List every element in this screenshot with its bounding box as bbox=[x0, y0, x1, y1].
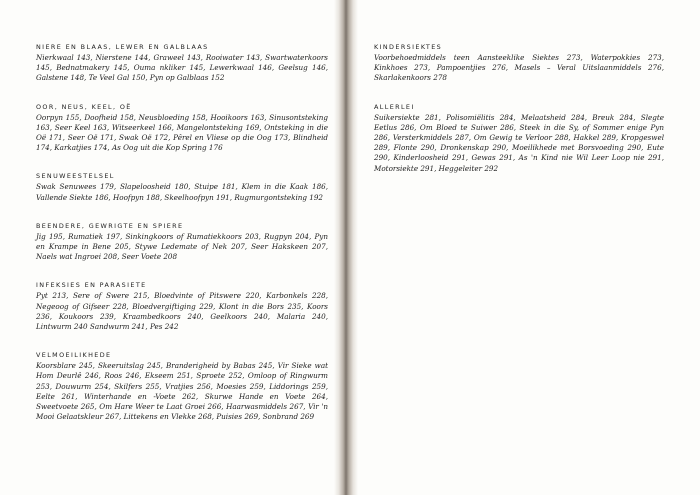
section-heading: SENUWEESTELSEL bbox=[36, 172, 115, 181]
section-senuweestelsel bbox=[36, 171, 328, 202]
section-heading: BEENDERE, GEWRIGTE EN SPIERE bbox=[36, 221, 184, 230]
left-page-contents bbox=[36, 42, 328, 440]
section-kindersiektes bbox=[374, 42, 664, 84]
section-infeksies bbox=[36, 280, 328, 332]
section-heading: INFEKSIES EN PARASIETE bbox=[36, 281, 147, 290]
section-entries: Oorpyn 155, Doofheid 158, Neusbloeding 158, Hooikoors 163, Sinusontsteking 163, Seer Keel 163, Witseerkeel 166, Mangelontsteking 169, Ontsteking in die Oë 171, Seer Oë 171, Swak Oë 172, Pêrel en Vliese op die Oog 173, Blindheid 174, Karkatjies 174, As Oog uit die Kop Spring 176 bbox=[36, 112, 328, 153]
section-entries: Jig 195, Rumatiek 197, Sinkingkoors of Rumatiekkoors 203, Rugpyn 204, Pyn en Krampe in Bene 205, Stywe Ledemate of Nek 207, Seer Hakskeen 207, Naels wat Ingroei 208, Seer Voete 208 bbox=[36, 231, 328, 262]
section-allerlei bbox=[374, 102, 664, 174]
right-page-contents bbox=[374, 42, 664, 192]
section-beendere bbox=[36, 221, 328, 263]
section-entries: Koorsblare 245, Skeeruitslag 245, Branderigheid by Babas 245, Vir Sieke wat Hom Deurlê 246, Roos 246, Ekseem 251, Sproete 252, Omloop of Ringwurm 253, Douwurm 254, Skilfers 255, Vratjies 256, Moesies 259, Liddorings 259, Eelte 261, Winterhande en -Voete 262, Skurwe Hande en Voete 264, Sweetvoete 265, Om Hare Weer te Laat Groei 266, Haarwasmiddels 267, Vir 'n Mooi Gelaatskleur 267, Littekens en Vlekke 268, Puisies 269, Sonbrand 269 bbox=[36, 361, 328, 422]
section-entries: Voorbehoedmiddels teen Aansteeklike Siektes 273, Waterpokkies 273, Kinkhoes 273, Pampoentjies 276, Masels – Veral Uitslaanmiddels 276, Skarlakenkoors 278 bbox=[374, 53, 664, 83]
section-heading: ALLERLEI bbox=[374, 102, 415, 111]
section-entries: Nierkwaal 143, Nierstene 144, Graweel 143, Rooiwater 143, Swartwaterkoors 145, Bednatmakery 145, Ouma nkliker 145, Lewerkwaal 146, Geelsug 146, Galstene 148, Te Veel Gal 150, Pyn op Galblaas 152 bbox=[36, 53, 328, 83]
section-heading: KINDERSIEKTES bbox=[374, 43, 443, 51]
section-heading: NIERE EN BLAAS, LEWER EN GALBLAAS bbox=[36, 43, 209, 51]
book-gutter bbox=[334, 0, 358, 495]
section-heading: OOR, NEUS, KEEL, OË bbox=[36, 102, 132, 111]
section-entries: Pyt 213, Sere of Swere 215, Bloedvinte of Pitswere 220, Karbonkels 228, Negeoog of Gifseer 228, Bloedvergiftiging 229, Klont in die Bors 235, Koors 236, Koukoors 239, Kraambedkoors 240, Geelkoors 240, Malaria 240, Lintwurm 240 Sandwurm 241, Pes 242 bbox=[36, 291, 328, 332]
section-heading: VELMOEILIKHEDE bbox=[36, 351, 112, 360]
section-entries: Swak Senuwees 179, Slapeloosheid 180, Stuipe 181, Klem in die Kaak 186, Vallende Siekte 186, Hoofpyn 188, Skeelhoofpyn 191, Rugmurgontsteking 192 bbox=[36, 182, 328, 202]
section-velmoeilikhede bbox=[36, 350, 328, 422]
section-niere-en-blaas bbox=[36, 42, 328, 84]
section-entries: Suikersiekte 281, Polisomiëlitis 284, Melaatsheid 284, Breuk 284, Slegte Eetlus 286, Om Bloed te Suiwer 286, Steek in die Sy, of Sommer enige Pyn 286, Versterkmiddels 287, Om Gewig te Verloor 288, Hakkel 289, Kropgeswel 289, Flonte 290, Dronkenskap 290, Moeilikhede met Borsvoeding 290, Eute 290, Kinderloosheid 291, Gewas 291, As 'n Kind nie Wil Leer Loop nie 291, Motorsiekte 291, Heggeleiter 292 bbox=[374, 112, 664, 173]
section-oor-neus-keel-oe bbox=[36, 102, 328, 154]
